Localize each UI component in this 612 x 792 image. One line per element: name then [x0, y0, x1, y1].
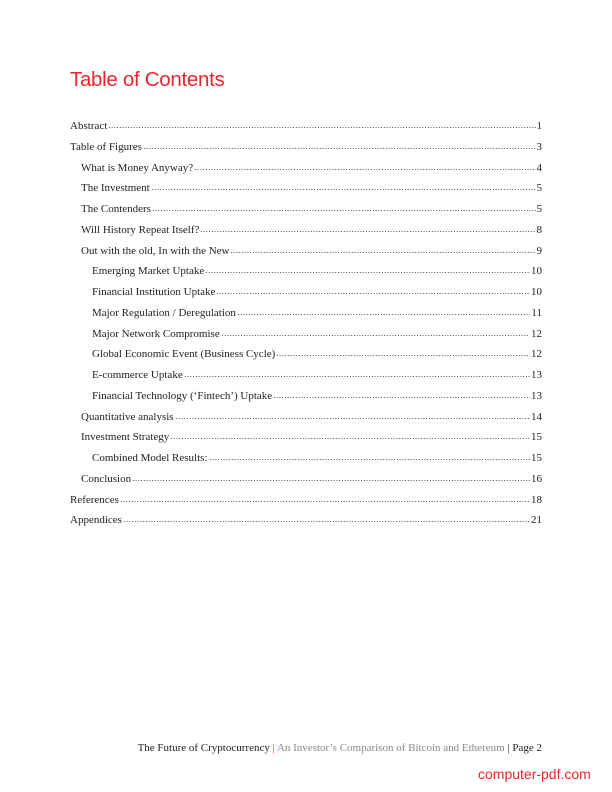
toc-entry-page-number: 21	[531, 514, 542, 527]
toc-entry[interactable]	[70, 365, 542, 386]
toc-entry-page-number: 5	[536, 203, 542, 215]
dot-leader	[175, 418, 530, 419]
toc-entry-title: Quantitative analysis	[81, 410, 174, 423]
toc-entry[interactable]	[70, 407, 542, 428]
toc-entry-title: Financial Institution Uptake	[92, 286, 216, 298]
toc-entry-page-number: 15	[531, 452, 542, 464]
toc-entry-title: Major Regulation / Deregulation	[92, 306, 236, 319]
dot-leader	[151, 189, 536, 190]
toc-entry-page-number: 1	[536, 120, 542, 132]
dot-leader	[108, 127, 535, 128]
dot-leader	[205, 272, 530, 273]
dot-leader	[194, 169, 535, 170]
dot-leader	[276, 355, 530, 356]
dot-leader	[230, 252, 535, 253]
footer-separator: |	[272, 742, 275, 754]
toc-entry[interactable]	[70, 448, 542, 469]
toc-entry-page-number: 3	[536, 140, 542, 153]
watermark: computer-pdf.com	[478, 766, 591, 782]
footer-separator-2: |	[507, 742, 510, 754]
toc-entry[interactable]	[70, 427, 542, 448]
toc-entry-title: The Investment	[81, 182, 150, 195]
toc-entry[interactable]	[70, 158, 542, 179]
toc-entry[interactable]	[70, 178, 542, 199]
dot-leader	[216, 293, 530, 294]
toc-entry[interactable]	[70, 137, 542, 158]
toc-entry-title: Global Economic Event (Business Cycle)	[92, 348, 276, 361]
footer-document-title: The Future of Cryptocurrency	[137, 742, 270, 754]
toc-entry-page-number: 18	[531, 493, 542, 506]
toc-entry-page-number: 12	[531, 348, 542, 361]
toc-entry-page-number: 13	[531, 369, 542, 381]
toc-entry[interactable]	[70, 510, 542, 531]
toc-entry[interactable]	[70, 241, 542, 262]
toc-entry-title: Investment Strategy	[81, 431, 170, 444]
toc-entry-title: Combined Model Results:	[92, 452, 208, 464]
toc-entry-title: Appendices	[70, 514, 122, 527]
toc-entry[interactable]	[70, 282, 542, 303]
toc-entry[interactable]	[70, 303, 542, 324]
toc-entry-title: Financial Technology (‘Fintech’) Uptake	[92, 389, 273, 402]
page-footer	[98, 742, 542, 754]
toc-entry-page-number: 13	[531, 389, 542, 402]
toc-entry-title: Abstract	[70, 120, 108, 132]
toc-entry-page-number: 5	[536, 182, 542, 195]
dot-leader	[143, 148, 536, 149]
toc-entry-title: Major Network Compromise	[92, 327, 220, 340]
toc-entry[interactable]	[70, 469, 542, 490]
toc-entry[interactable]	[70, 199, 542, 220]
dot-leader	[237, 314, 531, 315]
toc-entry-page-number: 8	[536, 223, 542, 236]
toc-entry-page-number: 10	[531, 265, 542, 278]
dot-leader	[184, 376, 530, 377]
toc-entry[interactable]	[70, 116, 542, 137]
toc-entry-page-number: 16	[531, 472, 542, 485]
toc-entry[interactable]	[70, 220, 542, 241]
toc-entry-title: Emerging Market Uptake	[92, 265, 205, 278]
toc-entry[interactable]	[70, 261, 542, 282]
toc-entry-title: Conclusion	[81, 472, 132, 485]
toc-entry-page-number: 14	[531, 410, 542, 423]
toc-list	[70, 116, 542, 531]
toc-entry[interactable]	[70, 324, 542, 345]
toc-entry[interactable]	[70, 344, 542, 365]
dot-leader	[221, 335, 530, 336]
toc-entry-title: Table of Figures	[70, 140, 142, 153]
toc-entry-title: Will History Repeat Itself?	[81, 223, 200, 236]
toc-entry-title: Out with the old, In with the New	[81, 244, 230, 257]
toc-entry-title: References	[70, 493, 119, 506]
toc-entry[interactable]	[70, 490, 542, 511]
toc-entry-page-number: 11	[531, 306, 542, 319]
dot-leader	[132, 480, 530, 481]
dot-leader	[273, 397, 530, 398]
dot-leader	[120, 501, 530, 502]
toc-entry-title: What is Money Anyway?	[81, 161, 194, 174]
dot-leader	[170, 438, 530, 439]
toc-entry-title: E-commerce Uptake	[92, 369, 183, 381]
footer-page-number: Page 2	[512, 742, 542, 754]
dot-leader	[200, 231, 535, 232]
toc-entry-page-number: 4	[536, 161, 542, 174]
dot-leader	[209, 459, 531, 460]
toc-entry-page-number: 9	[536, 244, 542, 257]
toc-entry-page-number: 15	[531, 431, 542, 444]
dot-leader	[152, 210, 536, 211]
dot-leader	[123, 521, 530, 522]
toc-entry-page-number: 12	[531, 327, 542, 340]
toc-entry-page-number: 10	[531, 286, 542, 298]
footer-subtitle: An Investor’s Comparison of Bitcoin and Ethereum	[276, 742, 505, 754]
page-title: Table of Contents	[70, 68, 225, 91]
toc-entry-title: The Contenders	[81, 203, 151, 215]
toc-entry[interactable]	[70, 386, 542, 407]
